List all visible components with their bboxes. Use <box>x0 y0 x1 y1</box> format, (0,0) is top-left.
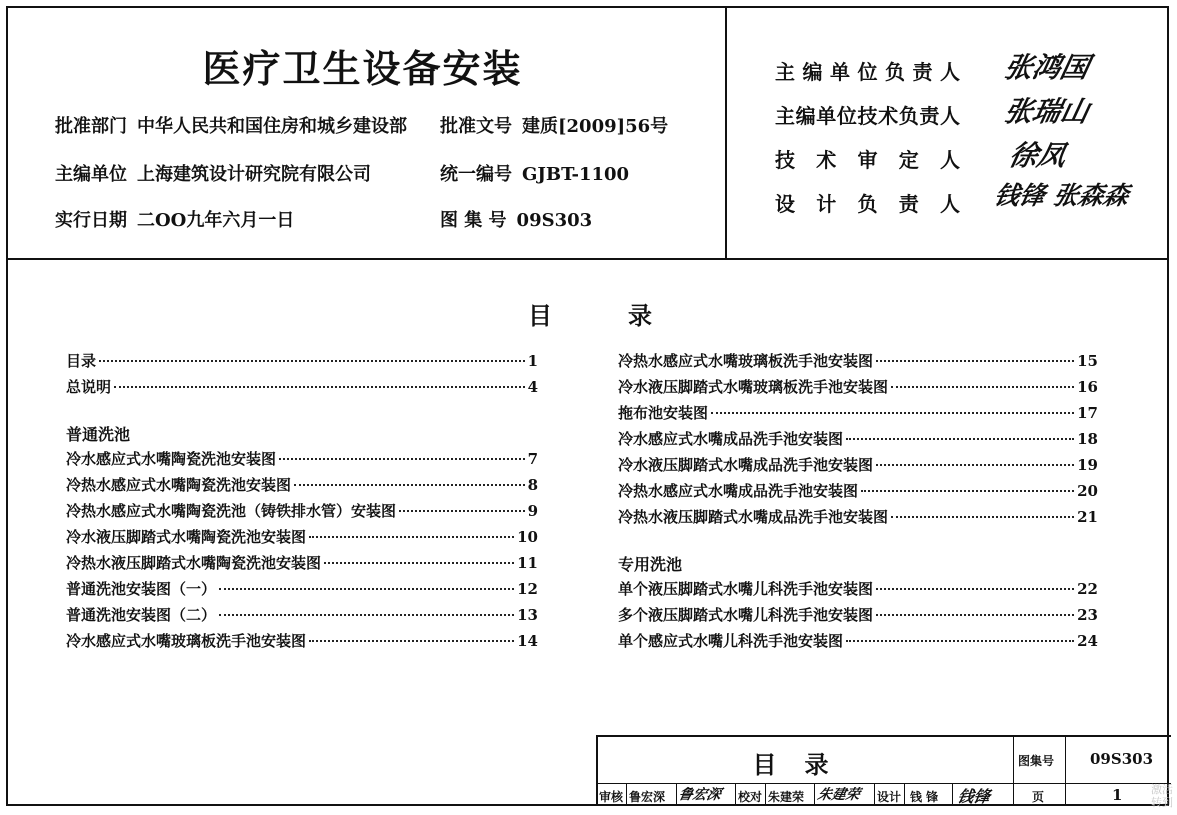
chief-unit-tech-head-label: 主编单位技术负责人 <box>775 104 960 128</box>
toc-entry[interactable]: 多个液压脚踏式水嘴儿科洗手池安装图 23 <box>618 606 1098 624</box>
review-label: 审核 <box>599 790 624 804</box>
unified-number <box>440 160 629 186</box>
toc-entry[interactable]: 拖布池安装图 17 <box>618 404 1098 422</box>
approval-dept-label: 批准部门 <box>55 116 127 137</box>
toc-entry[interactable]: 普通洗池安装图（一） 12 <box>66 580 538 598</box>
editor-unit <box>55 160 371 186</box>
title-block-atlas-value: 09S303 <box>1090 750 1154 768</box>
approval-doc-label: 批准文号 <box>440 116 512 137</box>
check-label: 校对 <box>738 790 763 804</box>
check-name: 朱建荣 <box>768 790 805 804</box>
atlas-number-value: 09S303 <box>516 210 593 231</box>
header-vertical-divider <box>725 6 727 258</box>
atlas-number <box>440 206 592 232</box>
toc-section-heading: 专用洗池 <box>618 555 683 574</box>
toc-entry[interactable]: 单个感应式水嘴儿科洗手池安装图 24 <box>618 632 1098 650</box>
toc-entry[interactable]: 总说明 4 <box>66 378 538 396</box>
design-head-signature: 钱锋 张森森 <box>991 181 1132 210</box>
toc-entry[interactable]: 冷水液压脚踏式水嘴陶瓷洗池安装图 10 <box>66 528 538 546</box>
toc-entry[interactable]: 冷热水感应式水嘴玻璃板洗手池安装图 15 <box>618 352 1098 370</box>
atlas-number-label: 图 集 号 <box>440 210 507 231</box>
design-label: 设计 <box>877 790 902 804</box>
approval-dept-value: 中华人民共和国住房和城乡建设部 <box>137 116 407 137</box>
toc-entry[interactable]: 冷水感应式水嘴玻璃板洗手池安装图 14 <box>66 632 538 650</box>
toc-title-left: 目 <box>528 302 552 330</box>
chief-unit-tech-head-signature: 张瑞山 <box>1001 95 1093 128</box>
unified-number-label: 统一编号 <box>440 164 512 185</box>
chief-unit-head-label: 主编单位负责人 <box>775 60 960 84</box>
toc-right-column <box>618 350 1098 656</box>
design-name: 钱 锋 <box>910 790 939 804</box>
toc-section-heading: 普通洗池 <box>66 425 131 444</box>
title-block-divider <box>1013 735 1014 806</box>
chief-unit-head-signature: 张鸿国 <box>1001 51 1093 84</box>
toc-entry[interactable]: 冷热水液压脚踏式水嘴陶瓷洗池安装图 11 <box>66 554 538 572</box>
title-block-atlas-label: 图集号 <box>1018 754 1055 768</box>
editor-unit-value: 上海建筑设计研究院有限公司 <box>137 164 371 185</box>
design-signature: 钱锋 <box>955 787 992 806</box>
review-name: 鲁宏深 <box>629 790 666 804</box>
atlas-title: 医疗卫生设备安装 <box>202 47 523 91</box>
toc-entry[interactable]: 冷热水感应式水嘴陶瓷洗池（铸铁排水管）安装图 9 <box>66 502 538 520</box>
design-head-label: 设计负责人 <box>775 192 960 216</box>
effective-date <box>55 206 294 232</box>
technical-reviewer-signature: 徐凤 <box>1006 139 1070 172</box>
toc-entry[interactable]: 冷水感应式水嘴陶瓷洗池安装图 7 <box>66 450 538 468</box>
effective-date-label: 实行日期 <box>55 210 127 231</box>
toc-entry[interactable]: 冷热水感应式水嘴陶瓷洗池安装图 8 <box>66 476 538 494</box>
toc-entry[interactable]: 冷水液压脚踏式水嘴玻璃板洗手池安装图 16 <box>618 378 1098 396</box>
review-signature: 鲁宏深 <box>677 787 723 803</box>
toc-entry[interactable]: 普通洗池安装图（二） 13 <box>66 606 538 624</box>
toc-entry[interactable]: 冷水液压脚踏式水嘴成品洗手池安装图 19 <box>618 456 1098 474</box>
approval-dept <box>55 112 407 138</box>
technical-reviewer-label: 技术审定人 <box>775 148 960 172</box>
title-block-divider <box>1065 735 1066 806</box>
check-signature: 朱建荣 <box>816 787 862 803</box>
title-block-page-label: 页 <box>1032 790 1045 804</box>
unified-number-value: GJBT-1100 <box>522 164 630 185</box>
toc-entry[interactable]: 冷水感应式水嘴成品洗手池安装图 18 <box>618 430 1098 448</box>
toc-left-column <box>66 350 538 656</box>
title-block-page-value: 1 <box>1112 786 1123 804</box>
toc-entry[interactable]: 冷热水感应式水嘴成品洗手池安装图 20 <box>618 482 1098 500</box>
approval-doc-value: 建质[2009]56号 <box>522 116 669 137</box>
toc-entry[interactable]: 目录 1 <box>66 352 538 370</box>
title-block-title: 目录 <box>752 751 857 779</box>
toc-entry[interactable]: 冷热水液压脚踏式水嘴成品洗手池安装图 21 <box>618 508 1098 526</box>
approval-doc <box>440 112 668 138</box>
editor-unit-label: 主编单位 <box>55 164 127 185</box>
watermark: 激活 转到 <box>1151 783 1173 809</box>
toc-entry[interactable]: 单个液压脚踏式水嘴儿科洗手池安装图 22 <box>618 580 1098 598</box>
toc-title-right: 录 <box>628 302 652 330</box>
header-divider <box>6 258 1169 260</box>
effective-date-value: 二OO九年六月一日 <box>137 210 295 231</box>
